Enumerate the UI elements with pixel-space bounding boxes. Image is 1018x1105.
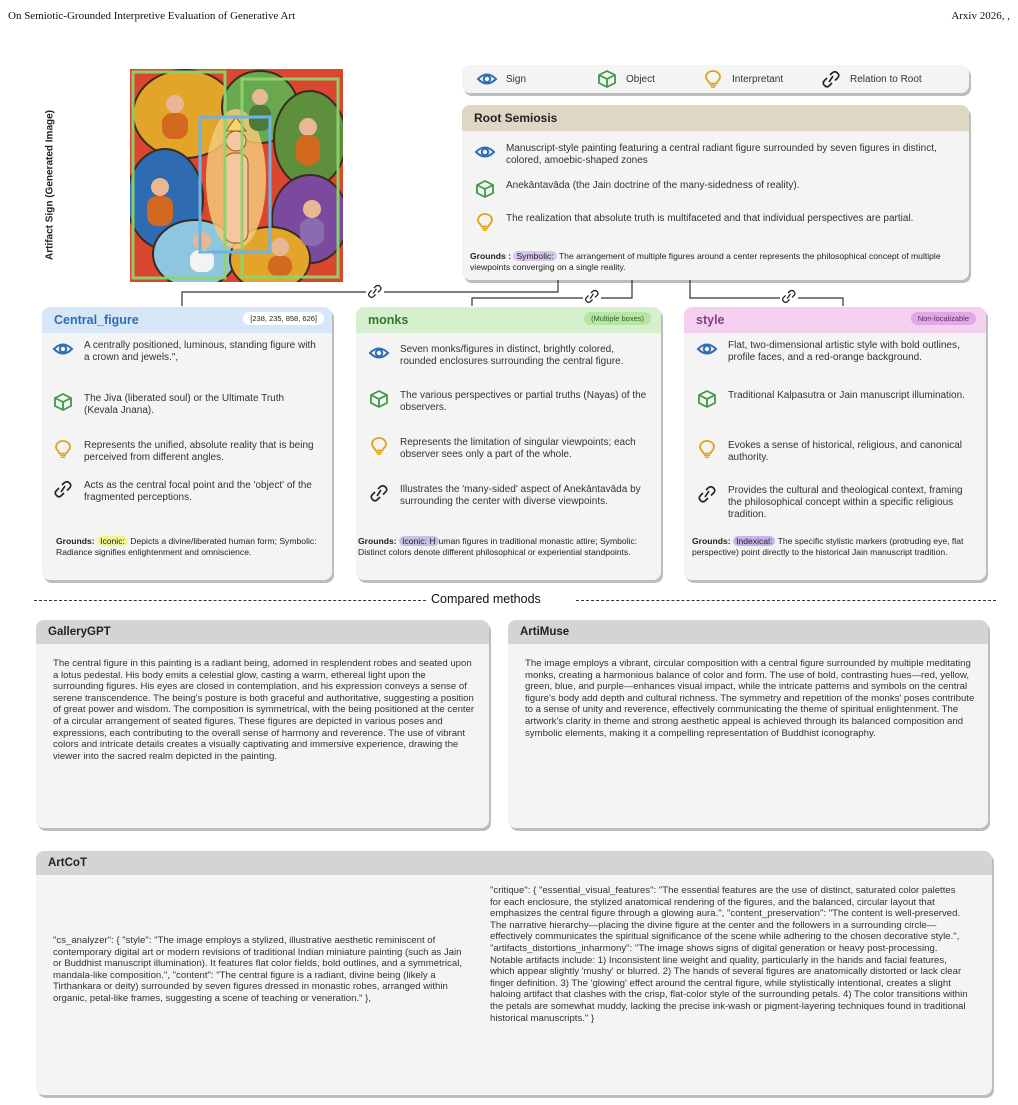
- legend-interpretant: [702, 70, 783, 88]
- eye-icon: [696, 340, 718, 358]
- monks-grounds: [358, 536, 656, 558]
- monks-sign-text: Seven monks/figures in distinct, brightly colored, rounded enclosures surrounding the central figure.: [400, 344, 624, 367]
- style-sign-text: Flat, two-dimensional artistic style with bold outlines, profile faces, and a red-orange background.: [728, 340, 960, 363]
- style-grounds-text: The specific stylistic markers (protruding eye, flat perspective) point directly to the historical Jain manuscript tradition.: [692, 536, 964, 557]
- cube-icon: [52, 393, 74, 411]
- style-title: style: [684, 307, 986, 333]
- style-relation-text: Provides the cultural and theological context, framing the philosophical concept within a specific religious tradition.: [728, 485, 963, 520]
- monks-object-row: [368, 390, 650, 414]
- artcot-critique-text: "critique": { "essential_visual_features": "The essential features are the use of distinct, saturated color palettes for each enclosure, the stylized anatomical rendering of the figures, and the balanced, circular layout that emphasizes the central figure through a glowing aura.", "content_preservation": "The content is well-preserved. The narrative hierarchy—placing the divine figure at the center and the followers in a surrounding circle—effectively communicates the spiritual significance of the scene while adhering to the chosen decorative style.", "artifacts_distortions_inharmony": "The image shows signs of digital generation or heavy post-processing. Notable artifacts include: 1) Inconsistent line weight and quality, particularly in the hands and facial features, which appear slightly 'mushy' or blurred. 2) The hands of several figures are anatomically distorted or lack clear finger definition. 3) The 'glowing' effect around the central figure, while stylistically intentional, creates a slight haloing artifact that clashes with the crisp, flat-color style of the surrounding petals. 4) The color transitions within the petals are somewhat muddy, lacking the precise ink-wash or pigment-layering techniques found in traditional historical manuscripts." }: [490, 885, 968, 1024]
- monks-interpretant-text: Represents the limitation of singular viewpoints; each observer sees only a part of the whole.: [400, 437, 636, 460]
- running-header-title: On Semiotic-Grounded Interpretive Evaluation of Generative Art: [8, 10, 296, 22]
- central-interpretant-text: Represents the unified, absolute reality that is being perceived from different angles.: [84, 440, 314, 463]
- monks-title: monks: [356, 307, 661, 333]
- cube-icon: [696, 390, 718, 408]
- gallerygpt-title: GalleryGPT: [36, 620, 489, 644]
- central-figure-title: Central_figure: [42, 307, 332, 333]
- link-icon: [696, 485, 718, 503]
- cube-icon: [596, 70, 618, 88]
- eye-icon: [368, 344, 390, 362]
- lightbulb-icon: [702, 70, 724, 88]
- compared-methods-label: Compared methods: [431, 592, 541, 606]
- artcot-card: [36, 851, 992, 1095]
- artimuse-card: [508, 620, 988, 828]
- central-object-row: [52, 393, 317, 417]
- link-icon: [52, 480, 74, 498]
- monks-card: [356, 307, 661, 580]
- artimuse-text: The image employs a vibrant, circular composition with a central figure surrounded by multiple meditating monks, creating a harmonious balance of color and form. The use of bold, contrasting hues—red, yellow, green, blue, and purple—enhances visual impact, while the intricate patterns and symbols on the central figure's body add depth and cultural richness. The symmetry and repetition of the monks' poses contribute to a sense of unity and reverence, effectively communicating the theme of spiritual enlightenment. The artwork's clarity in theme and strong aesthetic appeal is achieved through its balanced composition and symbolic elements, making it a compelling representation of Buddhist iconography.: [525, 658, 975, 739]
- root-interpretant-row: [474, 213, 944, 231]
- legend-bar: [462, 65, 969, 93]
- central-grounds-text: Depicts a divine/liberated human form; Symbolic: Radiance signifies enlightenment and omniscience.: [56, 536, 317, 557]
- monks-interpretant-row: [368, 437, 650, 461]
- style-card: [684, 307, 986, 580]
- style-object-text: Traditional Kalpasutra or Jain manuscript illumination.: [728, 390, 965, 401]
- artifact-vertical-label: Artifact Sign (Generated Image): [44, 109, 56, 261]
- style-grounds-tag: Indexical:: [733, 536, 775, 546]
- non-localizable-tag: Non-localizable: [911, 312, 976, 325]
- artifact-image: [130, 69, 343, 282]
- monks-grounds-tag: Iconic: H: [399, 536, 438, 546]
- legend-sign: [476, 70, 526, 88]
- style-grounds-label: Grounds:: [692, 536, 731, 546]
- divider-left: [34, 600, 426, 601]
- central-relation-row: [52, 480, 317, 504]
- eye-icon: [474, 143, 496, 161]
- link-icon: [368, 484, 390, 502]
- style-relation-row: [696, 485, 976, 521]
- root-grounds: [470, 251, 962, 273]
- legend-relation-label: Relation to Root: [850, 73, 922, 85]
- legend-sign-label: Sign: [506, 73, 527, 85]
- style-object-row: [696, 390, 976, 408]
- root-object-text: Anekāntavāda (the Jain doctrine of the many-sidedness of reality).: [506, 180, 800, 191]
- root-semiosis-card: [462, 105, 969, 280]
- lightbulb-icon: [368, 437, 390, 455]
- root-object-row: [474, 180, 944, 198]
- lightbulb-icon: [474, 213, 496, 231]
- root-sign-text: Manuscript-style painting featuring a central radiant figure surrounded by seven figures in distinct, colored, amoebic-shaped zones: [506, 143, 937, 166]
- style-grounds: [692, 536, 980, 558]
- gallerygpt-text: The central figure in this painting is a radiant being, adorned in resplendent robes and seated upon a lotus pedestal. His body emits a celestial glow, casting a warm, ethereal light upon the surrounding figures. His eyes are closed in contemplation, and his expression conveys a sense of serene transcendence. The being's posture is both graceful and authoritative, suggesting a position of great power and wisdom. The composition is symmetrical, with the being positioned at the center of a circular arrangement of seated figures. These figures are depicted in various poses and expressions, each contributing to the overall sense of harmony and reverence. The use of vibrant colors and intricate details creates a visually captivating and immersive experience, drawing the viewer into the sacred realm depicted in the painting.: [53, 658, 475, 762]
- artcot-title: ArtCoT: [36, 851, 992, 875]
- central-grounds: [56, 536, 324, 558]
- central-object-text: The Jiva (liberated soul) or the Ultimate Truth (Kevala Jnana).: [84, 393, 285, 416]
- monks-sign-row: [368, 344, 650, 368]
- cube-icon: [474, 180, 496, 198]
- lightbulb-icon: [696, 440, 718, 458]
- root-grounds-text: The arrangement of multiple figures around a center represents the philosophical concept of multiple viewpoints converging on a single reality.: [470, 251, 941, 272]
- style-interpretant-row: [696, 440, 976, 464]
- monks-relation-text: Illustrates the 'many-sided' aspect of Anekāntavāda by surrounding the center with diverse viewpoints.: [400, 484, 641, 507]
- legend-interpretant-label: Interpretant: [732, 73, 784, 85]
- cube-icon: [368, 390, 390, 408]
- root-grounds-tag: Symbolic:: [513, 251, 556, 261]
- divider-right: [576, 600, 996, 601]
- legend-object-label: Object: [626, 73, 655, 85]
- eye-icon: [476, 70, 498, 88]
- gallerygpt-card: [36, 620, 489, 828]
- link-icon: [820, 70, 842, 88]
- central-figure-card: [42, 307, 332, 580]
- legend-object: [596, 70, 655, 88]
- eye-icon: [52, 340, 74, 358]
- root-grounds-label: Grounds :: [470, 251, 512, 261]
- central-grounds-label: Grounds:: [56, 536, 95, 546]
- root-sign-row: [474, 143, 944, 167]
- bbox-tag: [238, 235, 858, 626]: [243, 312, 324, 325]
- style-interpretant-text: Evokes a sense of historical, religious, and canonical authority.: [728, 440, 963, 463]
- lightbulb-icon: [52, 440, 74, 458]
- running-header-venue: Arxiv 2026, ,: [951, 10, 1010, 22]
- legend-relation: [820, 70, 922, 88]
- central-interpretant-row: [52, 440, 317, 464]
- artcot-analyzer-text: "cs_analyzer": { "style": "The image employs a stylized, illustrative aesthetic reminiscent of contemporary digital art or modern revisions of traditional Indian miniature painting (such as Jain or Buddhist manuscript illumination). It features flat color fields, bold outlines, and a symmetrical, mandala-like composition.", "content": "The central figure is a radiant, divine being (likely a Tirthankara or deity) surrounded by seven figures dressed in monastic robes, arranged within organic, petal-like frames, suggesting a scene of teaching or veneration." },: [53, 935, 462, 1004]
- root-interpretant-text: The realization that absolute truth is multifaceted and that individual perspectives are partial.: [506, 213, 914, 224]
- monks-grounds-label: Grounds:: [358, 536, 397, 546]
- connector-lines: [0, 280, 1018, 310]
- monks-relation-row: [368, 484, 650, 508]
- multiple-boxes-tag: (Multiple boxes): [584, 312, 651, 325]
- monks-grounds-text: uman figures in traditional monastic attire; Symbolic: Distinct colors denote different philosophical or experiential standpoints.: [358, 536, 638, 557]
- central-relation-text: Acts as the central focal point and the 'object' of the fragmented perceptions.: [84, 480, 312, 503]
- monks-object-text: The various perspectives or partial truths (Nayas) of the observers.: [400, 390, 647, 413]
- central-sign-text: A centrally positioned, luminous, standing figure with a crown and jewels.",: [84, 340, 316, 363]
- root-title: Root Semiosis: [462, 105, 969, 131]
- central-sign-row: [52, 340, 317, 364]
- central-grounds-tag: Iconic:: [97, 536, 128, 546]
- style-sign-row: [696, 340, 976, 364]
- artimuse-title: ArtiMuse: [508, 620, 988, 644]
